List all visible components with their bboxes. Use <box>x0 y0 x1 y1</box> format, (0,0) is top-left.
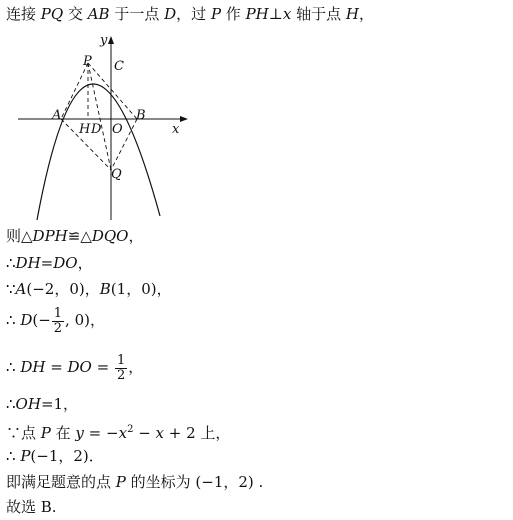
var: PQ <box>40 5 64 23</box>
var: y <box>75 424 84 442</box>
label-P: P <box>83 54 92 69</box>
text: ， <box>128 227 144 245</box>
text-line-8 <box>6 420 230 443</box>
text-line-9 <box>6 446 104 466</box>
text: =1， <box>40 395 79 413</box>
var: DO <box>67 358 92 376</box>
var: A <box>15 280 27 298</box>
text: = − <box>83 424 119 442</box>
segment-PQ <box>88 63 111 170</box>
text: 的坐标为 (−1，2) . <box>125 473 264 491</box>
var: P <box>210 5 222 23</box>
var: P <box>20 447 31 465</box>
parabola-curve <box>37 84 160 220</box>
exponent: 2 <box>127 424 134 435</box>
text: ∴ <box>6 358 21 376</box>
var: P <box>115 473 126 491</box>
denominator: 2 <box>116 367 126 383</box>
label-O: O <box>112 122 123 137</box>
text: 在 <box>50 424 76 442</box>
text: = <box>40 254 54 272</box>
var: x <box>155 424 165 442</box>
var: B <box>99 280 111 298</box>
text: ∵ <box>6 280 16 298</box>
text-line-2 <box>6 226 144 246</box>
perp-symbol: ⊥ <box>268 5 283 23</box>
text-line-7 <box>6 394 78 414</box>
text: 则△ <box>6 227 33 245</box>
var: x <box>282 5 292 23</box>
text: 于一点 <box>109 5 165 23</box>
text: ，过 <box>176 5 211 23</box>
parabola-figure <box>16 30 196 222</box>
text: ， <box>128 358 144 376</box>
var: AB <box>87 5 110 23</box>
var: DH <box>15 254 41 272</box>
label-A: A <box>52 108 62 123</box>
text-line-5 <box>6 303 105 337</box>
text: , 0) <box>65 311 90 329</box>
var: P <box>40 424 51 442</box>
text: (1，0)， <box>110 280 172 298</box>
var: D <box>20 311 33 329</box>
var: PH <box>245 5 269 23</box>
var: H <box>345 5 359 23</box>
text: 连接 <box>6 5 41 23</box>
segment-PA <box>61 63 88 119</box>
text: ， <box>358 5 374 23</box>
label-D: D <box>91 122 102 137</box>
label-C: C <box>114 59 124 74</box>
text: ， <box>77 254 93 272</box>
var: DQO <box>91 227 129 245</box>
text-line-1 <box>6 4 374 24</box>
text: 即满足题意的点 <box>6 473 116 491</box>
text: (− <box>32 311 51 329</box>
label-x: x <box>172 122 180 137</box>
fraction <box>115 354 127 383</box>
label-H: H <box>79 122 91 137</box>
text: (−1，2)． <box>30 447 104 465</box>
var: x <box>118 424 128 442</box>
text: ≌△ <box>67 227 92 245</box>
text: ， <box>89 311 105 329</box>
text-line-10 <box>6 472 263 492</box>
text-line-6 <box>6 350 143 384</box>
text: 轴于点 <box>291 5 346 23</box>
segment-PB <box>88 63 137 119</box>
text: (−2，0)， <box>26 280 100 298</box>
label-y: y <box>100 33 108 48</box>
numerator: 1 <box>53 305 63 321</box>
text-line-3 <box>6 253 93 273</box>
var: DO <box>53 254 78 272</box>
y-axis-arrow <box>108 36 114 44</box>
construction-lines <box>61 63 137 170</box>
text-line-4 <box>6 279 172 299</box>
text: ∴ <box>6 395 16 413</box>
text: = <box>91 358 114 376</box>
text: ∴ <box>6 311 21 329</box>
text: 作 <box>221 5 246 23</box>
var: DPH <box>32 227 68 245</box>
text: − <box>133 424 156 442</box>
var: OH <box>15 395 41 413</box>
text: 交 <box>63 5 88 23</box>
text: ∵点 <box>6 424 41 442</box>
label-B: B <box>136 108 146 123</box>
var: DH <box>20 358 46 376</box>
text: ∴ <box>6 254 16 272</box>
x-axis-arrow <box>180 116 188 122</box>
var: D <box>164 5 177 23</box>
text: + 2 上， <box>164 424 231 442</box>
denominator: 2 <box>53 320 63 336</box>
text: 故选 B. <box>6 498 57 516</box>
text: = <box>45 358 68 376</box>
numerator: 1 <box>116 352 126 368</box>
text: ∴ <box>6 447 21 465</box>
fraction <box>52 307 64 336</box>
label-Q: Q <box>111 167 122 182</box>
text-line-11 <box>6 497 57 517</box>
